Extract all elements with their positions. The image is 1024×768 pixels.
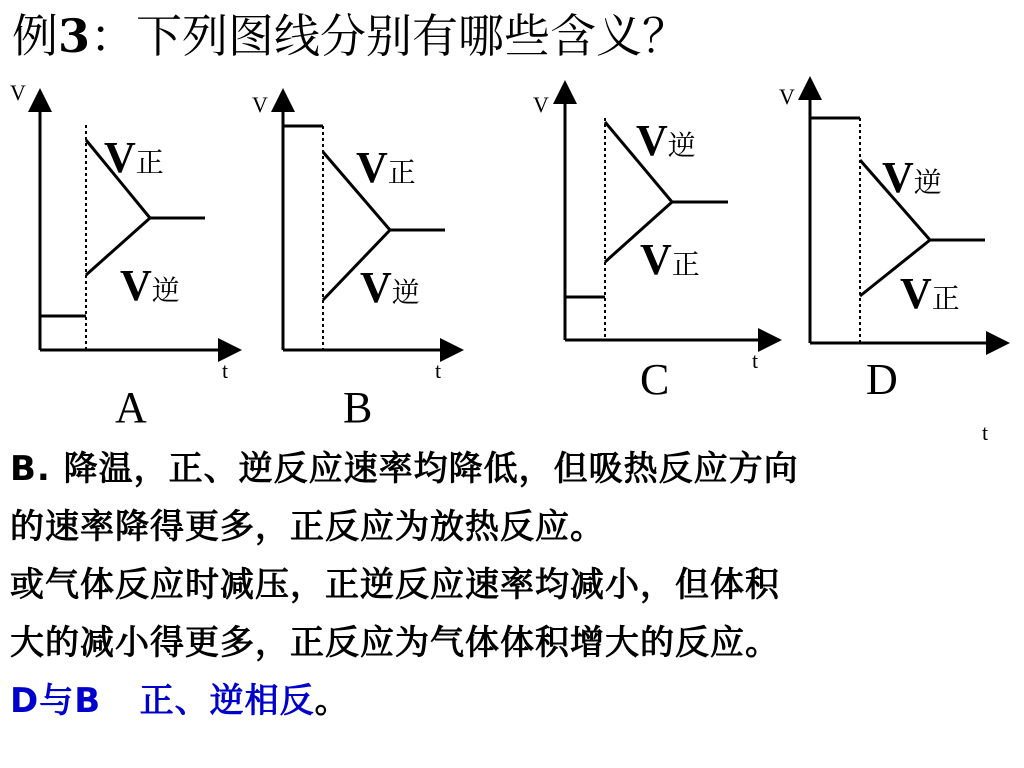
title-question: ：下列图线分别有哪些含义？ [90, 9, 689, 63]
graph-a-x-label: t [222, 358, 229, 383]
explanation [10, 440, 1020, 730]
graph-b-lower-label: V逆 [360, 263, 420, 312]
graph-a-y-label: V [10, 80, 26, 105]
graph-c-letter: C [640, 355, 670, 404]
graph-a-upper-label: V正 [104, 133, 164, 182]
graph-b-letter: B [343, 383, 373, 432]
graph-c-upper-label: V逆 [636, 116, 696, 165]
comparison-end: 。 [314, 681, 350, 721]
explanation-line-1: B. 降温，正、逆反应速率均降低，但吸热反应方向 [10, 449, 799, 489]
explanation-line-2: 的速率降得更多，正反应为放热反应。 [10, 507, 605, 547]
graph-b-upper-label: V正 [356, 143, 416, 192]
graph-d-upper-label: V逆 [882, 153, 942, 202]
graph-d-letter: D [866, 355, 898, 404]
graph-d-y-label: V [779, 84, 795, 109]
graph-b [283, 100, 452, 350]
explanation-line-4: 大的减小得更多，正反应为气体体积增大的反应。 [10, 623, 780, 663]
graph-b-y-label: V [252, 92, 268, 117]
graph-c-lower-label: V正 [640, 235, 700, 284]
graph-c-y-label: V [533, 92, 549, 117]
title-number: 3 [58, 9, 91, 63]
explanation-line-3: 或气体反应时减压，正逆反应速率均减小，但体积 [10, 565, 780, 605]
graph-a-lower-label: V逆 [120, 261, 180, 310]
comparison-text: 正、逆相反 [139, 681, 315, 721]
comparison-prefix: D与B [10, 681, 102, 721]
graph-d-lower-label: V正 [900, 269, 960, 318]
comparison-line [10, 672, 1020, 730]
graph-c-x-label: t [752, 348, 759, 373]
graph-b-x-label: t [435, 358, 442, 383]
title-prefix: 例 [12, 9, 58, 63]
graph-a-letter: A [115, 383, 147, 432]
graph-d-x-label: t [982, 420, 989, 440]
